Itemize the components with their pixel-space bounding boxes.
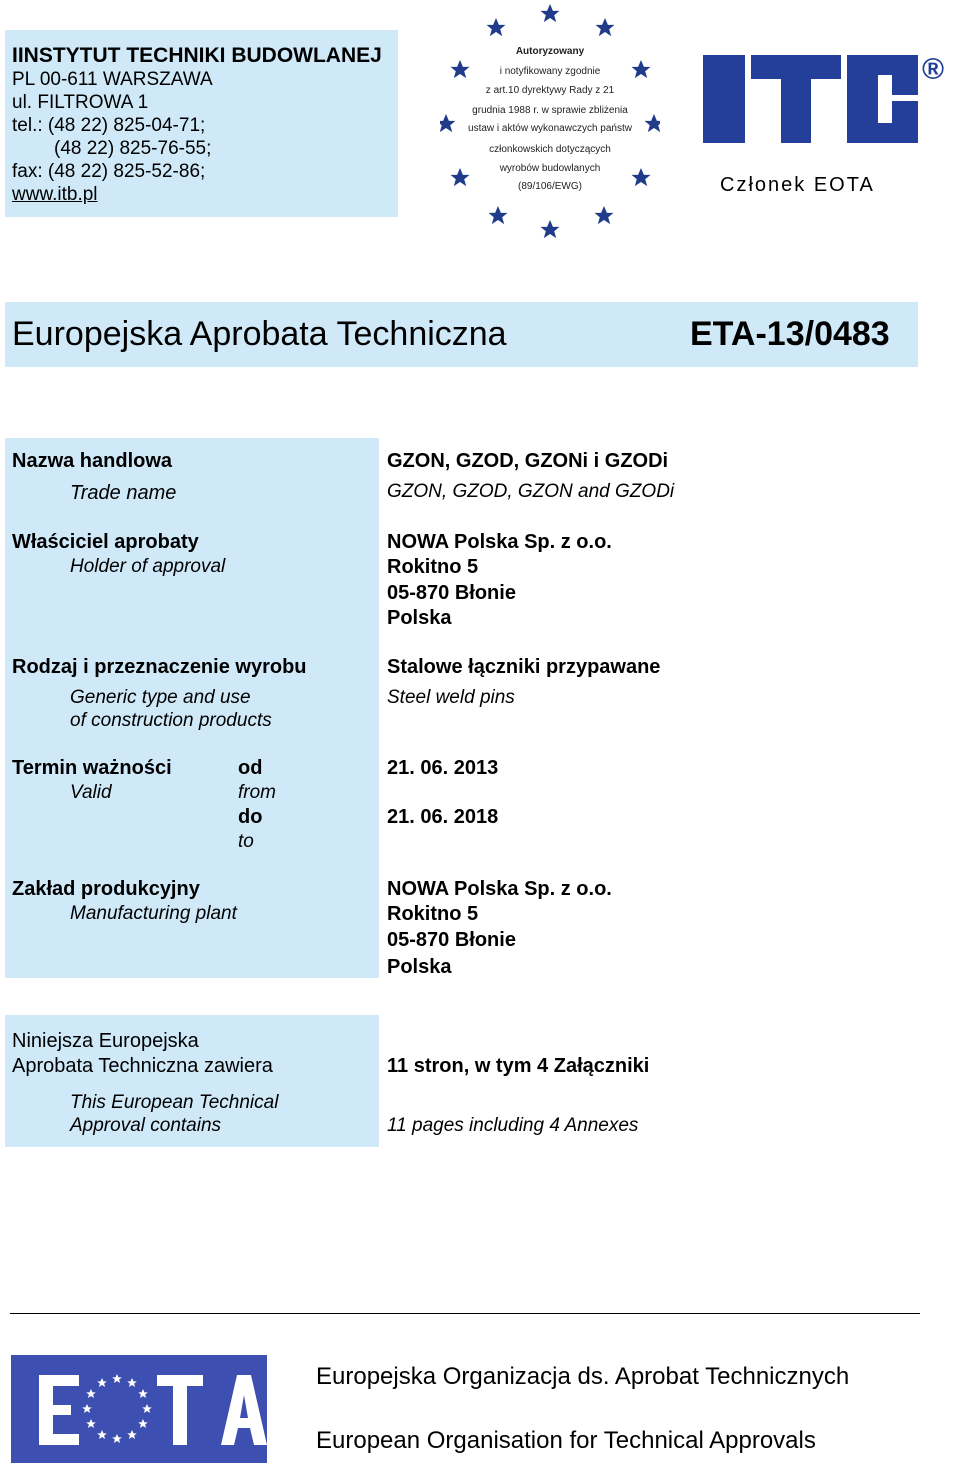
seal-line: członkowskich dotyczących: [489, 144, 611, 155]
product-type-value-en: Steel weld pins: [387, 687, 515, 708]
eota-logo: [11, 1355, 267, 1463]
institute-address-1: PL 00-611 WARSZAWA: [12, 69, 213, 90]
contents-label-en-1: This European Technical: [70, 1092, 279, 1113]
institute-tel-2: (48 22) 825-76-55;: [54, 138, 212, 159]
contents-label-1: Niniejsza Europejska: [12, 1030, 199, 1052]
eta-number: ETA-13/0483: [690, 315, 890, 353]
institute-address-2: ul. FILTROWA 1: [12, 92, 149, 113]
trade-name-value: GZON, GZOD, GZONi i GZODi: [387, 450, 669, 472]
product-type-value: Stalowe łączniki przypawane: [387, 656, 661, 678]
institute-tel-1: tel.: (48 22) 825-04-71;: [12, 115, 206, 136]
contents-label-en-2: Approval contains: [70, 1115, 222, 1136]
valid-to-date: 21. 06. 2018: [387, 806, 499, 828]
holder-value-line: Polska: [387, 607, 452, 629]
seal-line: grudnia 1988 r. w sprawie zbliżenia: [472, 105, 628, 116]
institute-name: IINSTYTUT TECHNIKI BUDOWLANEJ: [12, 44, 382, 67]
holder-value-line: NOWA Polska Sp. z o.o.: [387, 531, 612, 553]
valid-from-label: od: [238, 757, 263, 779]
trade-name-label-en: Trade name: [70, 482, 177, 504]
holder-label-en: Holder of approval: [70, 556, 226, 577]
plant-label-en: Manufacturing plant: [70, 903, 237, 924]
holder-label: Właściciel aprobaty: [12, 531, 199, 553]
valid-to-label-en: to: [238, 831, 254, 852]
validity-label-en: Valid: [70, 782, 112, 803]
plant-value-line: NOWA Polska Sp. z o.o.: [387, 878, 612, 900]
valid-to-label: do: [238, 806, 263, 828]
seal-line: Autoryzowany: [515, 46, 585, 57]
page-count: 11 stron, w tym 4 Załączniki: [387, 1055, 650, 1077]
page-count-en: 11 pages including 4 Annexes: [387, 1115, 639, 1136]
seal-line: ustaw i aktów wykonawczych państw: [468, 123, 632, 134]
plant-value-line: Rokitno 5: [387, 903, 479, 925]
seal-line: i notyfikowany zgodnie: [499, 66, 601, 77]
authorization-seal: [440, 0, 660, 245]
plant-value-line: Polska: [387, 956, 452, 978]
valid-from-label-en: from: [238, 782, 276, 803]
product-type-label-en-1: Generic type and use: [70, 687, 251, 708]
footer-divider: [10, 1313, 920, 1314]
document-title: Europejska Aprobata Techniczna: [12, 315, 507, 353]
plant-label: Zakład produkcyjny: [12, 878, 200, 900]
registered-mark-icon: ®: [922, 53, 945, 86]
eota-stars-icon: [11, 1355, 267, 1463]
holder-value-line: 05-870 Błonie: [387, 582, 516, 604]
validity-label: Termin ważności: [12, 757, 172, 779]
product-type-label: Rodzaj i przeznaczenie wyrobu: [12, 656, 307, 678]
eota-org-name-en: European Organisation for Technical Approvals: [316, 1427, 816, 1454]
seal-line: z art.10 dyrektywy Rady z 21: [485, 85, 615, 96]
trade-name-label: Nazwa handlowa: [12, 450, 173, 472]
contents-label-2: Aprobata Techniczna zawiera: [12, 1055, 273, 1077]
seal-line: (89/106/EWG): [518, 181, 582, 192]
product-type-label-en-2: of construction products: [70, 710, 272, 731]
trade-name-value-en: GZON, GZOD, GZON and GZODi: [387, 481, 675, 502]
seal-line: wyrobów budowlanych: [499, 163, 601, 174]
holder-value-line: Rokitno 5: [387, 556, 479, 578]
eota-org-name-pl: Europejska Organizacja ds. Aprobat Technicznych: [316, 1363, 850, 1390]
valid-from-date: 21. 06. 2013: [387, 757, 499, 779]
eota-member-label: Członek EOTA: [720, 174, 875, 196]
itb-logo: [703, 55, 918, 143]
institute-fax: fax: (48 22) 825-52-86;: [12, 161, 206, 182]
institute-website-link[interactable]: www.itb.pl: [12, 184, 98, 205]
plant-value-line: 05-870 Błonie: [387, 929, 516, 951]
